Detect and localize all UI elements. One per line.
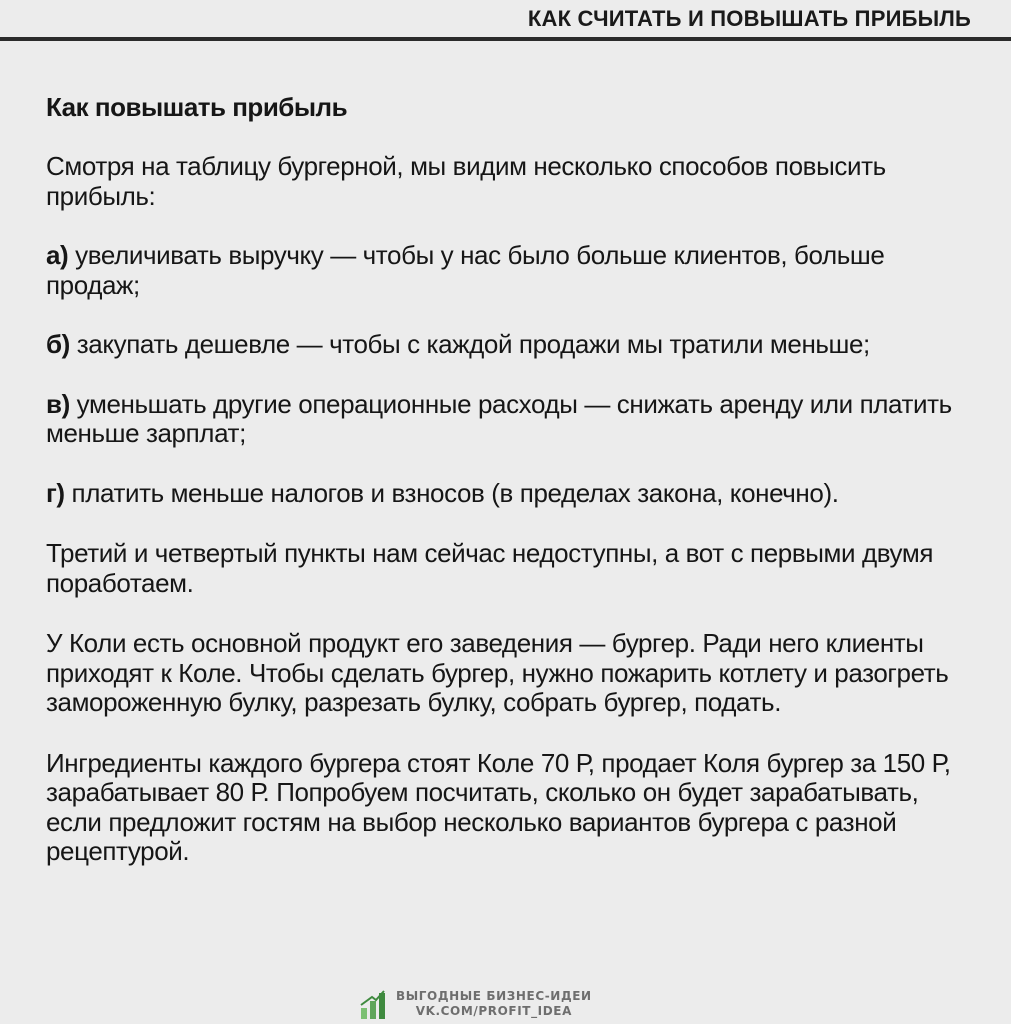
footer-text [396,989,592,1019]
footer-watermark [360,987,592,1021]
list-item-letter: а) [46,240,69,270]
list-item-text: уменьшать другие операционные расходы — снижать аренду или платить меньше зарплат; [46,388,952,448]
list-item [46,479,976,509]
footer-url[interactable]: VK.COM/PROFIT_IDEA [415,1004,572,1018]
growth-bars-icon [360,988,386,1020]
list-item [46,330,976,360]
header-divider [0,37,1011,41]
footer-brand: ВЫГОДНЫЕ БИЗНЕС-ИДЕИ [396,989,592,1003]
list-item [46,241,976,300]
list-item-text: закупать дешевле — чтобы с каждой продажи мы тратили меньше; [76,329,870,359]
article-body [46,92,976,867]
list-item-letter: в) [46,388,70,419]
body-paragraph: Третий и четвертый пункты нам сейчас недоступны, а вот с первыми двумя поработаем. [46,538,934,598]
list-item-letter: б) [46,329,70,359]
body-paragraph: Ингредиенты каждого бургера стоят Коле 70 Р, продает Коля бургер за 150 Р, зарабатывает 80 Р. Попробуем посчитать, сколько он будет зарабатывать, если предложит гостям на выбор несколько вариантов бургера с разной рецептурой. [46,747,951,866]
list-item-letter: г) [46,477,65,508]
page-header-title: КАК СЧИТАТЬ И ПОВЫШАТЬ ПРИБЫЛЬ [527,6,971,31]
intro-paragraph: Смотря на таблицу бургерной, мы видим несколько способов повысить прибыль: [46,151,886,211]
list-item [46,390,976,449]
list-item-text: платить меньше налогов и взносов (в пределах закона, конечно). [71,477,839,508]
list-item-text: увеличивать выручку — чтобы у нас было больше клиентов, больше продаж; [46,240,885,300]
section-title: Как повышать прибыль [46,92,348,122]
body-paragraph: У Коли есть основной продукт его заведения — бургер. Ради него клиенты приходят к Коле. Чтобы сделать бургер, нужно пожарить котлету и разогреть замороженную булку, разрезать булку, собрать бургер, подать. [46,628,949,717]
